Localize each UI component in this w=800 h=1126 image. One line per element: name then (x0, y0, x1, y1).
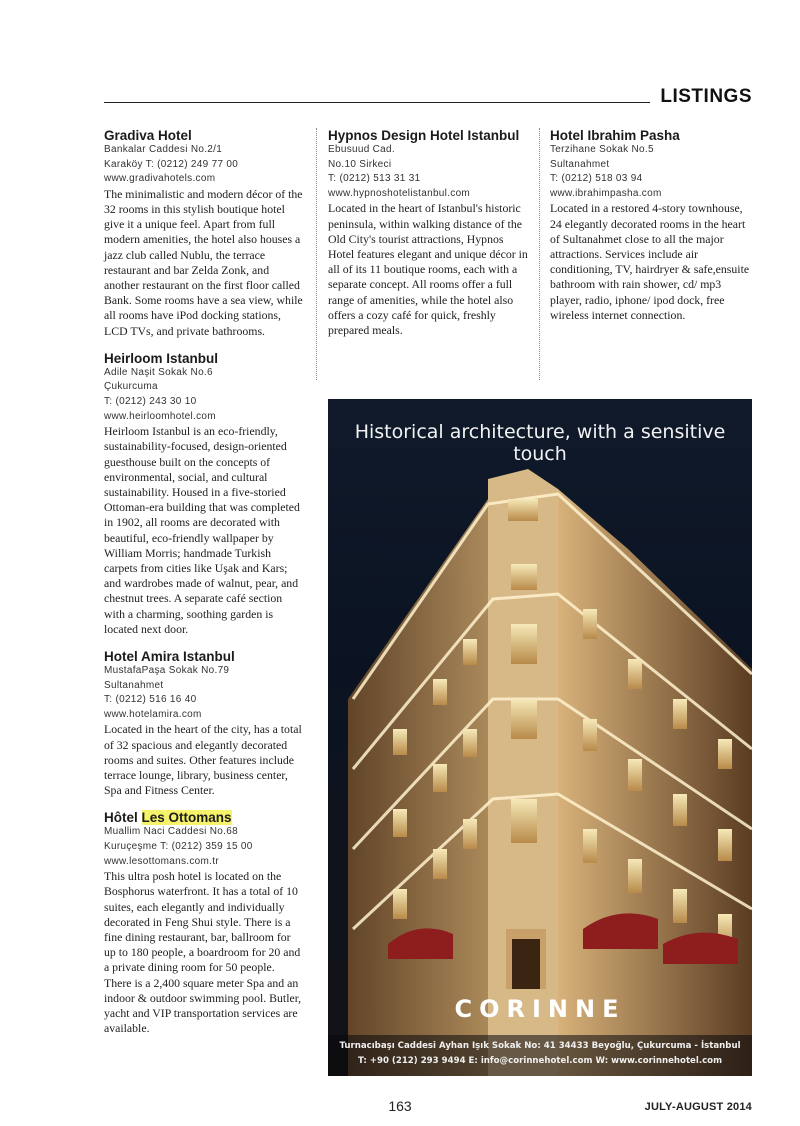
listing-ibrahim-pasha (550, 128, 752, 323)
listing-website: www.heirloomhotel.com (104, 410, 216, 422)
listing-website: www.hotelamira.com (104, 708, 202, 720)
column-divider (316, 128, 317, 380)
listing-phone: T: (0212) 513 31 31 (328, 173, 421, 185)
listing-gradiva (104, 128, 304, 339)
listing-address: Muallim Naci Caddesi No.68 (104, 826, 238, 838)
listing-address: Adile Naşit Sokak No.6 (104, 366, 213, 378)
listing-name-prefix: Hôtel (104, 810, 142, 826)
listing-phone: Kuruçeşme T: (0212) 359 15 00 (104, 841, 253, 853)
listing-address: Ebusuud Cad. (328, 144, 395, 155)
listing-les-ottomans (104, 810, 304, 1036)
listing-name: Gradiva Hotel (104, 128, 192, 143)
hotel-advertisement (328, 399, 752, 1076)
page-number: 163 (388, 1098, 412, 1114)
listing-description: Located in the heart of Istanbul's historic peninsula, within walking distance of the Old City's tourist attractions, Hypnos Hotel features elegant and unique décor in all of its 11 boutique rooms, each with a separate concept. All rooms offer a full range of amenities, while the hotel also offers a cozy café for quick, freshly prepared meals. (328, 201, 528, 337)
listing-description: Located in a restored 4-story townhouse, 24 elegantly decorated rooms in the heart of Sultanahmet close to all the major attractions. Services include air conditioning, TV, hairdryer & safe,ensuite bathroom with rain shower, cd/ mp3 player, radio, iphone/ ipod dock, free wireless internet connection. (550, 201, 750, 322)
ad-address: Turnacıbaşı Caddesi Ayhan Işık Sokak No: 41 34433 Beyoğlu, Çukurcuma - İstanbul (339, 1041, 741, 1051)
header-rule (104, 102, 650, 103)
section-title: LISTINGS (660, 86, 752, 107)
listing-name: Heirloom Istanbul (104, 350, 219, 366)
listing-website: www.hypnoshotelistanbul.com (328, 187, 471, 199)
listing-description: The minimalistic and modern décor of the 32 rooms in this stylish boutique hotel give it a unique feel. Apart from full modern amenities, the hotel also houses a jazz club called Nublu, the terrace restaurant and bar Zelda Zonk, and another restaurant on the first floor called Bank. Some rooms have a sea view, while all rooms have iPod docking stations, LCD TVs, and private bathrooms. (104, 186, 303, 338)
listing-district: Sultanahmet (550, 158, 610, 170)
listing-hypnos (328, 128, 528, 338)
listing-website: www.lesottomans.com.tr (104, 855, 219, 867)
listing-phone: T: (0212) 243 30 10 (104, 396, 197, 407)
highlighted-text: Les Ottomans (141, 810, 232, 826)
column-middle (328, 128, 528, 350)
listing-phone: T: (0212) 516 16 40 (104, 694, 197, 706)
listing-address: Bankalar Caddesi No.2/1 (104, 144, 223, 155)
ad-contact: T: +90 (212) 293 9494 E: info@corinnehotel.com W: www.corinnehotel.com (357, 1056, 723, 1066)
column-divider (539, 128, 540, 380)
listing-phone: T: (0212) 518 03 94 (550, 173, 643, 185)
listing-name (104, 810, 304, 825)
listing-description: This ultra posh hotel is located on the Bosphorus waterfront. It has a total of 10 suites, each elegantly and individually decorated in Feng Shui style. There is a fine dining restaurant, bar, ballroom for up to 180 people, a boardroom for 20 and a private dining room for 50 people. There is a 2,400 square meter Spa and an indoor & outdoor swimming pool. Butler, yacht and VIP transportation services are available. (104, 869, 302, 1036)
listing-name: Hotel Ibrahim Pasha (550, 128, 680, 143)
hotel-building-photo (328, 399, 752, 1076)
listing-district: Sultanahmet (104, 679, 164, 691)
column-right (550, 128, 752, 335)
issue-date: JULY-AUGUST 2014 (644, 1101, 752, 1113)
listing-website: www.gradivahotels.com (104, 173, 216, 185)
ad-brand-logo: CORINNE (454, 995, 626, 1023)
listing-address: Terzihane Sokak No.5 (550, 144, 654, 155)
listing-amira (104, 649, 304, 798)
listing-district: No.10 Sirkeci (328, 158, 392, 170)
ad-headline: Historical architecture, with a sensitive touch (354, 421, 726, 465)
listing-website: www.ibrahimpasha.com (550, 187, 662, 199)
column-left (104, 128, 304, 1048)
listing-phone: Karaköy T: (0212) 249 77 00 (104, 158, 239, 170)
listing-description: Located in the heart of the city, has a total of 32 spacious and elegantly decorated rooms and suites. Other features include terrace lounge, library, business center, Spa and Fitness Center. (104, 722, 302, 798)
listing-district: Çukurcuma (104, 381, 158, 393)
listing-name: Hotel Amira Istanbul (104, 649, 235, 665)
listing-description: Heirloom Istanbul is an eco-friendly, sustainability-focused, design-oriented guesthouse built on the concepts of environmental, social, and cultural sustainability. Housed in a five-storied Ottoman-era building that was completed in 1902, all rooms are decorated with beautiful, eco-friendly wallpaper by William Morris; handmade Turkish carpets from cities like Uşak and Kars; and wardrobes made of walnut, pear, and chestnut trees. A separate café section with a charming, soothing garden is located next door. (104, 424, 300, 636)
listing-heirloom (104, 351, 304, 637)
listing-name: Hypnos Design Hotel Istanbul (328, 128, 520, 143)
listing-address: MustafaPaşa Sokak No.79 (104, 665, 230, 677)
